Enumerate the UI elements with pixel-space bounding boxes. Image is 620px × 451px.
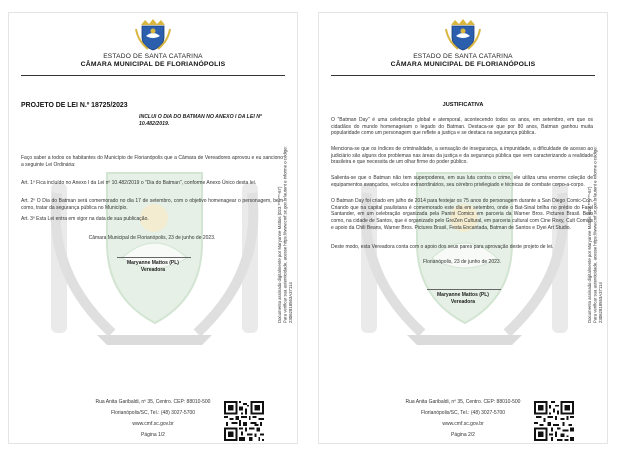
signature-line <box>117 257 191 258</box>
signer-name: Maryanne Mattos (PL) <box>437 292 489 298</box>
enactment-clause: Faço saber a todos os habitantes do Município de Florianópolis que a Câmara de Vereadores aprovou e eu sanciono a seguinte Lei Ordinária: <box>21 155 283 168</box>
digital-signature-stamp <box>277 143 293 323</box>
coat-of-arms-watermark-icon <box>347 163 582 348</box>
justification-paragraph-5: Deste modo, esta Vereadora conta com o apoio dos seus pares para aprovação deste projeto de lei. <box>331 244 554 250</box>
footer-city-phone: Florianópolis/SC, Tel.: (48) 3027-5700 <box>110 410 196 416</box>
florianopolis-coat-of-arms-icon <box>133 19 173 51</box>
header-divider <box>331 75 595 76</box>
justification-title: JUSTIFICATIVA <box>442 102 484 108</box>
footer-address: Rua Anita Garibaldi, nº 35, Centro. CEP: 88010-500 <box>405 399 521 405</box>
coat-of-arms-watermark-icon <box>37 163 272 348</box>
footer-website: www.cmf.sc.gov.br <box>132 421 174 427</box>
digital-signature-text: Documento assinado digitalmente por Maryanne Mattos (023.***.***-67) Para verificar sua autenticidade, acesse https://www.cmf.sc.gov.br/autent e informe o código: 23062818553A37114 <box>277 146 293 323</box>
header-chamber: CÂMARA MUNICIPAL DE FLORIANÓPOLIS <box>390 61 536 68</box>
qr-code-icon[interactable] <box>534 401 574 441</box>
page-number: Página 1/2 <box>141 432 165 438</box>
header-state: ESTADO DE SANTA CATARINA <box>413 53 513 60</box>
page-number: Página 2/2 <box>451 432 475 438</box>
article-3: Art. 3º Esta Lei entra em vigor na data de sua publicação. <box>21 216 149 222</box>
signature-line <box>427 289 501 290</box>
footer-address: Rua Anita Garibaldi, nº 35, Centro. CEP: 88010-500 <box>95 399 211 405</box>
header-state: ESTADO DE SANTA CATARINA <box>103 53 203 60</box>
header-divider <box>21 75 285 76</box>
justification-paragraph-2: Menciona-se que os índices de criminalidade, a sensação de insegurança, a impunidade, a dificuldade de acesso ao judiciário são alguns dos problemas nas áreas da justiça e da segurança pública que vem caracterizando a realidade brasileira e que necessita de um olhar firme do poder público. <box>331 146 593 166</box>
justification-paragraph-4: O Batman Day foi criado em julho de 2014 para festejar os 75 anos do personagem durante a San Diego Comic-Con. Criando que na capital paulistana é comemorado este dia em setembro, onde o Bat-Sinal brilha no prédio do Farol Santander, em um celebração organizada pela Panini Comics em parceria da Warner Bros. Pictures Brasil. Bem como, na cidade de Santos, que é organizado pelo GreZen Cultural, em parceria cultural com Cine Roxy, Cult Comics e apoio da Chili Beans, Warner Bros. Pictures Brasil, Festa Encantada, Batman de Santos e Dyei Art Studio. <box>331 198 593 231</box>
justification-paragraph-1: O "Batman Day" é uma celebração global e atemporal, acontecendo todos os anos, em setembro, em que os cidadãos do mundo homenageiam o legado do Batman. Destaca-se que por 80 anos, Batman ganhou muita popularidade como um personagem que reflete a justiça e se destaca na segurança pública. <box>331 117 593 137</box>
bill-number-title: PROJETO DE LEI N.º 18725/2023 <box>21 102 128 109</box>
document-page-1 <box>8 12 298 444</box>
article-1: Art. 1º Fica incluído no Anexo I da Lei nº 10.482/2019 o "Dia do Batman", conforme Anexo Único desta lei. <box>21 180 257 186</box>
place-and-date: Florianópolis, 23 de junho de 2023. <box>422 259 502 265</box>
qr-code-icon[interactable] <box>224 401 264 441</box>
footer-city-phone: Florianópolis/SC, Tel.: (48) 3027-5700 <box>420 410 506 416</box>
florianopolis-coat-of-arms-icon <box>443 19 483 51</box>
signer-role: Vereadora <box>450 299 476 305</box>
signer-role: Vereadora <box>140 267 166 273</box>
bill-summary: INCLUI O DIA DO BATMAN NO ANEXO I DA LEI Nº 10.482/2019. <box>139 114 262 127</box>
document-page-2 <box>318 12 608 444</box>
justification-paragraph-3: Salienta-se que o Batman não tem superpoderes, em sua luta contra o crime, ele utiliza uma enorme coleção de equipamentos avançados, veículos extraordinários, seu cérebro privilegiado e técnicas de combate corpo-a-corpo. <box>331 175 593 188</box>
header-chamber: CÂMARA MUNICIPAL DE FLORIANÓPOLIS <box>80 61 226 68</box>
article-2: Art. 2º O Dia do Batman será comemorado no dia 17 de setembro, com o objetivo homenagear o personagem, bem como, tratar da segurança pública no Município. <box>21 198 283 211</box>
footer-website: www.cmf.sc.gov.br <box>442 421 484 427</box>
place-and-date: Câmara Municipal de Florianópolis, 23 de junho de 2023. <box>88 235 216 241</box>
digital-signature-text: Documento assinado digitalmente por Maryanne Mattos (023.***.***-67) Para verificar sua autenticidade, acesse https://www.cmf.sc.gov.br/autent e informe o código: 23062818553A37114 <box>587 146 603 323</box>
digital-signature-stamp <box>587 143 603 323</box>
signer-name: Maryanne Mattos (PL) <box>127 260 179 266</box>
